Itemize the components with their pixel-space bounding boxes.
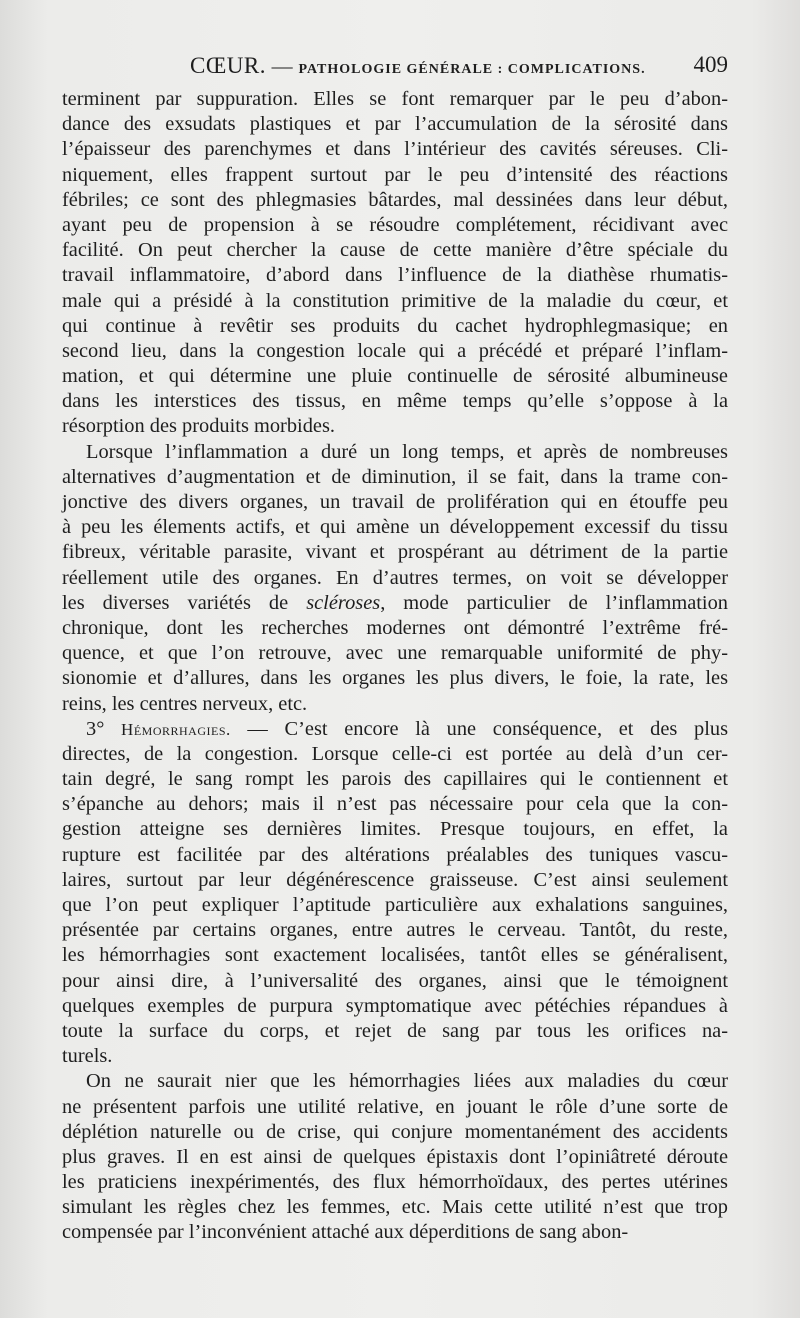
page-number: 409 <box>693 52 728 77</box>
text-line: tain degré, le sang rompt les parois des capillaires qui le contiennent et <box>62 768 728 791</box>
text-line: que l’on peut expliquer l’aptitude particulière aux exhalations sanguines, <box>62 894 728 916</box>
running-title-dash: — <box>271 54 293 78</box>
text-line: les diverses variétés de scléroses, mode particulier de l’inflammation <box>62 591 728 614</box>
text-line: niquement, elles frappent surtout par le peu d’intensité des réactions <box>62 163 728 186</box>
body-text <box>62 87 728 1246</box>
text-line: plus graves. Il en est ainsi de quelques épistaxis dont l’opiniâtreté déroute <box>62 1145 728 1168</box>
running-title <box>190 53 646 79</box>
paragraph <box>62 440 728 717</box>
text-line: turels. <box>62 1045 113 1068</box>
paragraph <box>62 87 728 440</box>
text-line: fibreux, véritable parasite, vivant et prospérant au détriment de la partie <box>62 541 728 564</box>
text-line: quence, et que l’on retrouve, avec une remarquable uniformité de phy- <box>62 642 728 665</box>
text-line: présentée par certains organes, entre autres le cerveau. Tantôt, du reste, <box>62 919 728 942</box>
text-line: quelques exemples de purpura symptomatique avec pétéchies répandues à <box>62 994 728 1017</box>
paragraph <box>62 1069 728 1245</box>
text-line: toute la surface du corps, et rejet de sang par tous les orifices na- <box>62 1019 728 1042</box>
paragraph <box>62 717 728 1070</box>
text-line: rupture est facilitée par des altérations préalables des tuniques vascu- <box>62 843 728 866</box>
text-line: alternatives d’augmentation et de diminution, il se fait, dans la trame con- <box>62 465 728 488</box>
text-line: dans les interstices des tissus, en même temps qu’elle s’oppose à la <box>62 390 728 413</box>
text-line: 3° Hémorrhagies. — C’est encore là une conséquence, et des plus <box>86 717 728 740</box>
text-line: simulant les règles chez les femmes, etc. Mais cette utilité n’est que trop <box>62 1196 728 1219</box>
text-line: résorption des produits morbides. <box>62 415 335 438</box>
text-line: dance des exsudats plastiques et par l’accumulation de la sérosité dans <box>62 113 728 136</box>
text-line: terminent par suppuration. Elles se font remarquer par le peu d’abon- <box>62 88 728 110</box>
text-line: à peu les élements actifs, et qui amène un développement excessif du tissu <box>62 516 728 539</box>
text-line: travail inflammatoire, d’abord dans l’influence de la diathèse rhumatis- <box>62 264 728 287</box>
text-line: reins, les centres nerveux, etc. <box>62 692 308 715</box>
text-line: facilité. On peut chercher la cause de cette manière d’être spéciale du <box>62 239 728 262</box>
text-line: laires, surtout par leur dégénérescence graisseuse. C’est ainsi seulement <box>62 868 728 891</box>
text-line: mation, et qui détermine une pluie continuelle de sérosité albumineuse <box>62 365 728 388</box>
text-line: On ne saurait nier que les hémorrhagies liées aux maladies du cœur <box>86 1070 728 1093</box>
text-line: male qui a présidé à la constitution primitive de la maladie du cœur, et <box>62 289 728 312</box>
text-line: déplétion naturelle ou de crise, qui conjure momentanément des accidents <box>62 1120 728 1143</box>
text-line: sionomie et d’allures, dans les organes les plus divers, le foie, la rate, les <box>62 667 728 690</box>
text-line: Lorsque l’inflammation a duré un long temps, et après de nombreuses <box>86 440 728 463</box>
text-line: qui continue à revêtir ses produits du cachet hydrophlegmasique; en <box>62 314 728 337</box>
text-line: ne présentent parfois une utilité relative, en jouant le rôle d’une sorte de <box>62 1095 728 1118</box>
text-line: s’épanche au dehors; mais il n’est pas nécessaire pour cela que la con- <box>62 793 728 816</box>
page-header <box>62 50 728 84</box>
text-line: ayant peu de propension à se résoudre complétement, récidivant avec <box>62 213 728 236</box>
text-line: chronique, dont les recherches modernes ont démontré l’extrême fré- <box>62 616 728 639</box>
text-line: pour ainsi dire, à l’universalité des organes, ainsi que le témoignent <box>62 969 728 992</box>
text-line: fébriles; ce sont des phlegmasies bâtardes, mal dessinées dans leur début, <box>62 188 728 211</box>
running-title-sub: PATHOLOGIE GÉNÉRALE : COMPLICATIONS. <box>298 62 646 77</box>
text-line: compensée par l’inconvénient attaché aux déperditions de sang abon- <box>62 1221 629 1244</box>
text-line: les praticiens inexpérimentés, des flux hémorrhoïdaux, des pertes utérines <box>62 1171 728 1194</box>
italic-term: scléroses <box>306 591 381 614</box>
text-line: réellement utile des organes. En d’autres termes, on voit se développer <box>62 566 728 589</box>
text-line: second lieu, dans la congestion locale qui a précédé et préparé l’inflam- <box>62 339 728 362</box>
text-line: jonctive des divers organes, un travail de prolifération qui en étouffe peu <box>62 491 728 513</box>
text-line: les hémorrhagies sont exactement localisées, tantôt elles se généralisent, <box>62 944 728 967</box>
text-line: l’épaisseur des parenchymes et dans l’intérieur des cavités séreuses. Cli- <box>62 138 728 161</box>
text-line: gestion atteigne ses dernières limites. Presque toujours, en effet, la <box>62 818 728 841</box>
text-line: directes, de la congestion. Lorsque celle-ci est portée au delà d’un cer- <box>62 742 728 765</box>
section-heading: Hémorrhagies. <box>121 719 231 739</box>
running-title-main: CŒUR. <box>190 53 266 78</box>
